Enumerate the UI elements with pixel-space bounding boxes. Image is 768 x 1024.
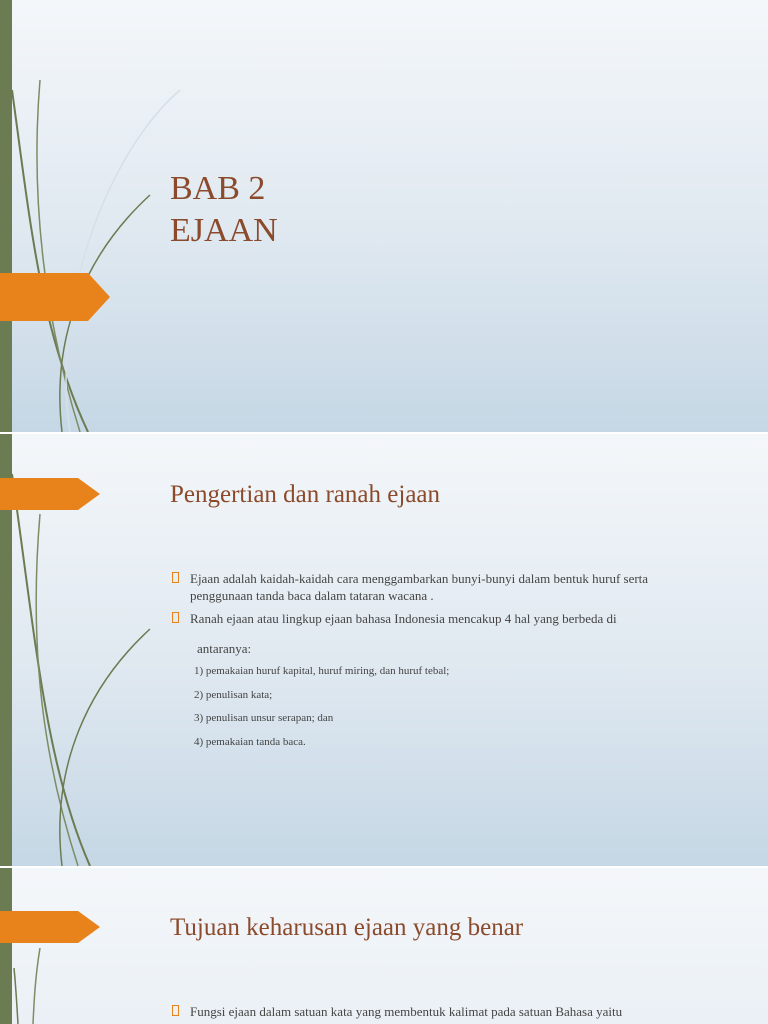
slide-purpose	[0, 868, 768, 1024]
title-line-2: EJAAN	[170, 212, 278, 249]
title-line-1: BAB 2	[170, 170, 266, 207]
slide-heading: Pengertian dan ranah ejaan	[170, 481, 441, 508]
bullet-text: Ejaan adalah kaidah-kaidah cara menggambarkan bunyi-bunyi dalam bentuk huruf serta penggunaan tanda baca dalam tataran wacana .	[190, 571, 649, 603]
sub-item: 1) pemakaian huruf kapital, huruf miring, dan huruf tebal;	[194, 665, 450, 677]
sub-item: 4) pemakaian tanda baca.	[194, 735, 306, 748]
bullet-text: Ranah ejaan atau lingkup ejaan bahasa Indonesia mencakup 4 hal yang berbeda di	[190, 611, 617, 626]
sub-item: 2) penulisan kata;	[194, 688, 273, 701]
bullet-list	[172, 570, 712, 633]
slide-title	[0, 0, 768, 432]
continuation-text: antaranya:	[197, 641, 252, 656]
slide-definition	[0, 434, 768, 866]
bullet-list	[172, 1003, 712, 1024]
list-item	[172, 1003, 712, 1020]
arrow-tab-icon	[0, 273, 110, 321]
bullet-text: Fungsi ejaan dalam satuan kata yang membentuk kalimat pada satuan Bahasa yaitu	[190, 1004, 623, 1019]
bullet-square-icon	[172, 612, 179, 623]
list-item	[172, 610, 712, 627]
slide-heading: Tujuan keharusan ejaan yang benar	[170, 914, 524, 941]
list-item	[172, 570, 712, 604]
page-title	[170, 168, 278, 252]
sub-list	[194, 664, 449, 758]
decorative-curves	[0, 868, 200, 1024]
bullet-square-icon	[172, 572, 179, 583]
sub-item: 3) penulisan unsur serapan; dan	[194, 712, 334, 724]
bullet-square-icon	[172, 1005, 179, 1016]
